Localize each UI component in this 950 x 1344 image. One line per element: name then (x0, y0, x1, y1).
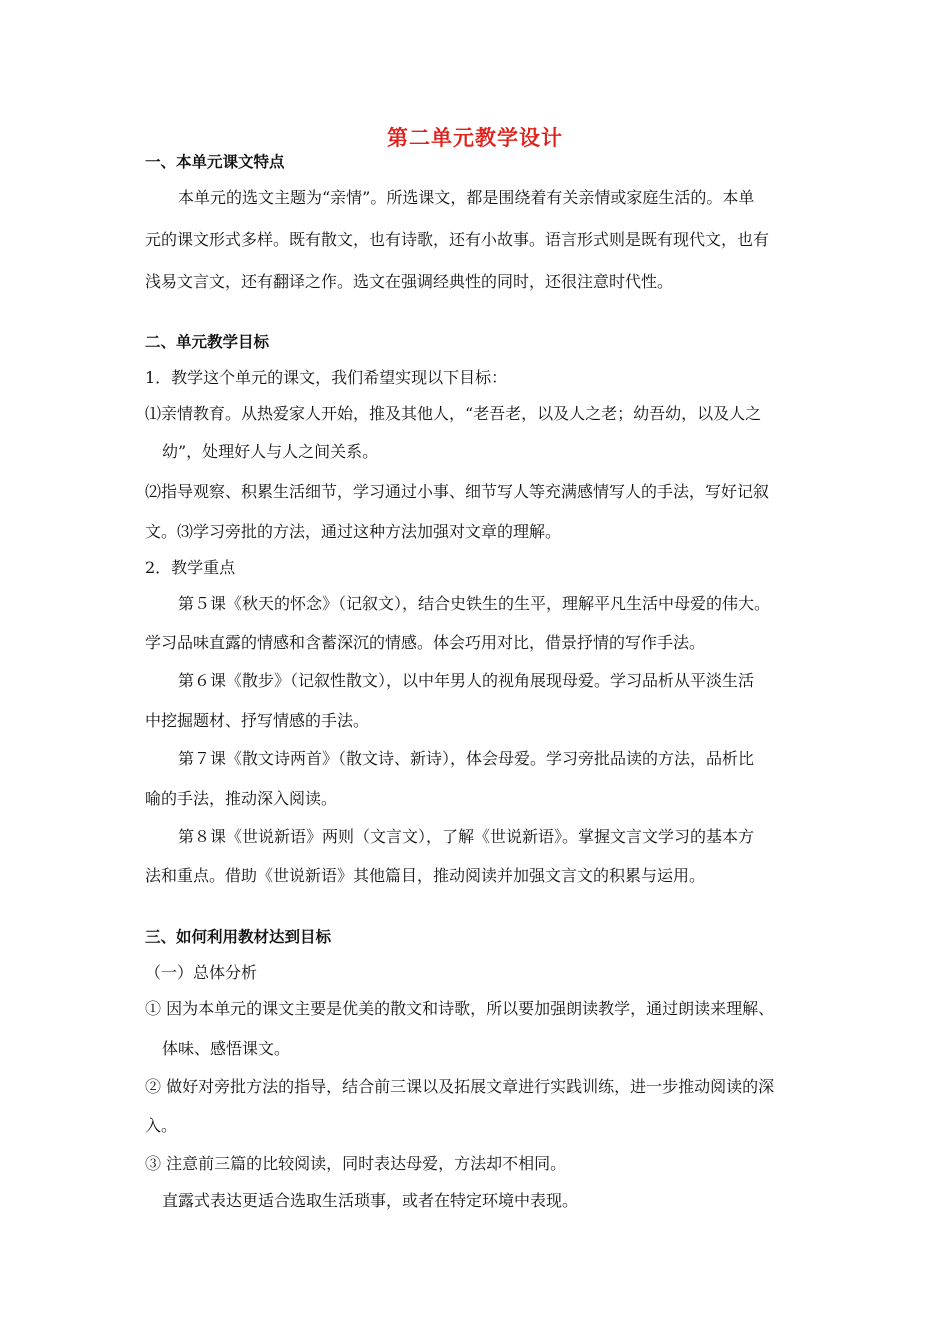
paragraph-line: 元的课文形式多样。既有散文，也有诗歌，还有小故事。语言形式则是既有现代文，也有 (145, 230, 770, 249)
list-item: ③ 注意前三篇的比较阅读，同时表达母爱，方法却不相同。 (145, 1154, 567, 1173)
list-item-continuation: 幼”，处理好人与人之间关系。 (162, 442, 379, 461)
list-item: ② 做好对旁批方法的指导，结合前三课以及拓展文章进行实践训练，进一步推动阅读的深 (145, 1077, 775, 1096)
list-item: ⑴亲情教育。从热爱家人开始，推及其他人，“老吾老，以及人之老；幼吾幼，以及人之 (145, 404, 762, 423)
paragraph-line: 第６课《散步》（记叙性散文），以中年男人的视角展现母爱。学习品析从平淡生活 (178, 671, 755, 690)
paragraph-line: 第５课《秋天的怀念》（记叙文），结合史铁生的生平，理解平凡生活中母爱的伟大。 (178, 594, 771, 613)
paragraph-line: 喻的手法，推动深入阅读。 (145, 789, 338, 808)
paragraph-line: 法和重点。借助《世说新语》其他篇目，推动阅读并加强文言文的积累与运用。 (145, 866, 706, 885)
paragraph-line: 直露式表达更适合选取生活琐事，或者在特定环境中表现。 (162, 1191, 579, 1210)
paragraph-line: 第７课《散文诗两首》（散文诗、新诗），体会母爱。学习旁批品读的方法，品析比 (178, 749, 755, 768)
subsection-heading: （一）总体分析 (145, 963, 258, 982)
paragraph-line: 本单元的选文主题为“亲情”。所选课文，都是围绕着有关亲情或家庭生活的。本单 (178, 188, 755, 207)
section-heading-1: 一、本单元课文特点 (145, 153, 285, 171)
page-title: 第二单元教学设计 (387, 126, 563, 150)
list-item: 1．教学这个单元的课文，我们希望实现以下目标： (145, 368, 508, 387)
list-item: ⑵指导观察、积累生活细节，学习通过小事、细节写人等充满感情写人的手法，写好记叙 (145, 482, 770, 501)
paragraph-line: 中挖掘题材、抒写情感的手法。 (145, 711, 370, 730)
paragraph-line: 浅易文言文，还有翻译之作。选文在强调经典性的同时，还很注意时代性。 (145, 272, 674, 291)
list-item-continuation: 文。⑶学习旁批的方法，通过这种方法加强对文章的理解。 (145, 522, 562, 541)
list-item-continuation: 体味、感悟课文。 (162, 1039, 291, 1058)
list-item-continuation: 入。 (145, 1116, 178, 1135)
section-heading-3: 三、如何利用教材达到目标 (145, 928, 332, 946)
section-heading-2: 二、单元教学目标 (145, 333, 270, 351)
list-item: 2．教学重点 (145, 558, 236, 577)
paragraph-line: 第８课《世说新语》两则（文言文），了解《世说新语》。掌握文言文学习的基本方 (178, 827, 755, 846)
paragraph-line: 学习品味直露的情感和含蓄深沉的情感。体会巧用对比，借景抒情的写作手法。 (145, 633, 706, 652)
list-item: ① 因为本单元的课文主要是优美的散文和诗歌，所以要加强朗读教学，通过朗读来理解、 (145, 999, 775, 1018)
